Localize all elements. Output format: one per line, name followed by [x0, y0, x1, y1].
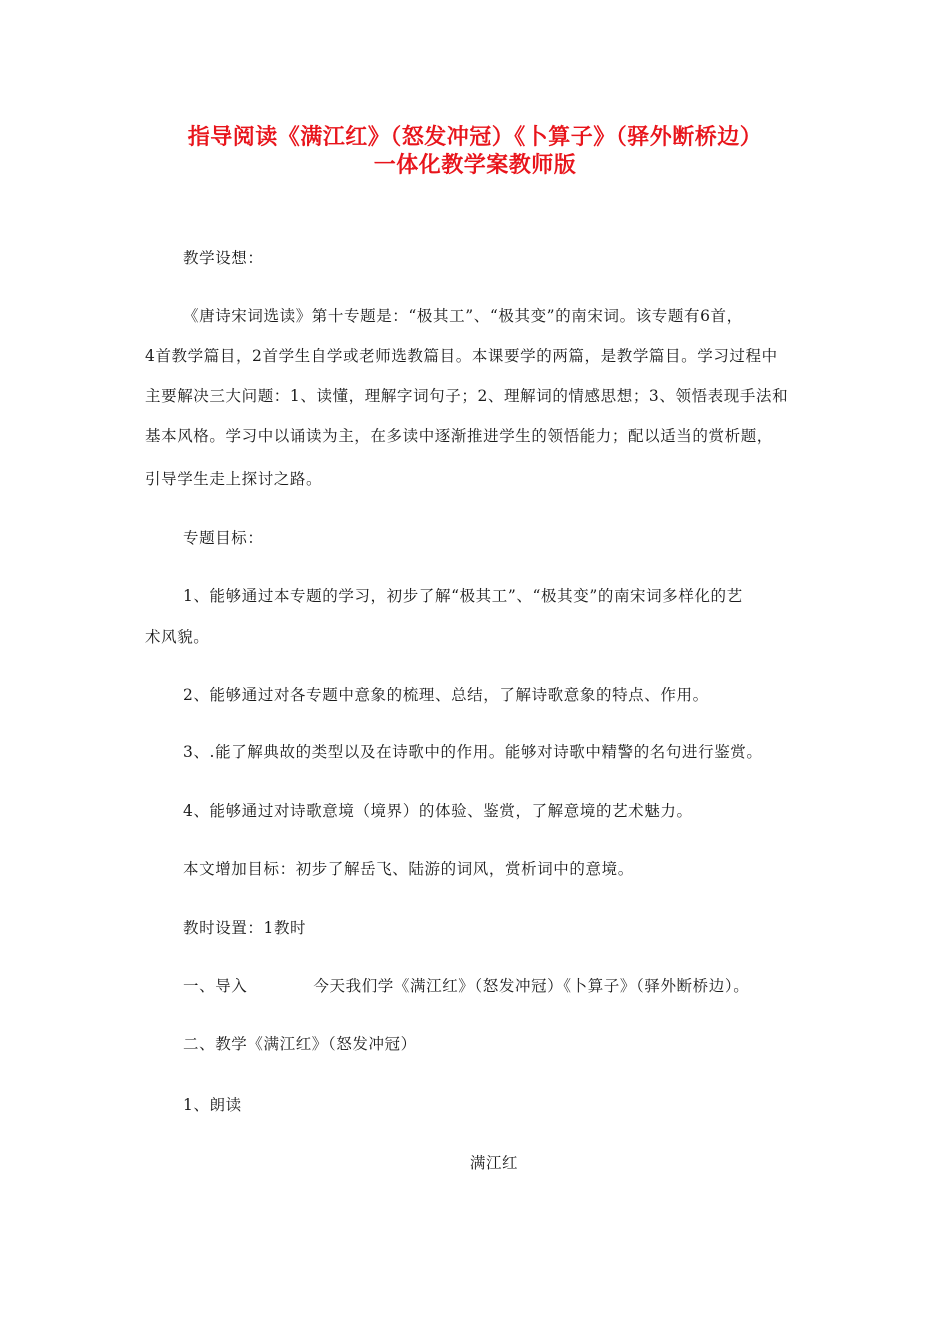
teaching-hours: 教时设置：1教时: [183, 919, 307, 937]
goals-heading: 专题目标：: [183, 529, 264, 547]
design-paragraph-line-2: 4首教学篇目，2首学生自学或老师选教篇目。本课要学的两篇，是教学篇目。学习过程中: [145, 347, 778, 365]
section-1-label: 一、导入: [183, 977, 248, 995]
goal-1-line-2: 术风貌。: [145, 628, 210, 646]
extra-goal: 本文增加目标：初步了解岳飞、陆游的词风，赏析词中的意境。: [183, 860, 634, 878]
section-1-text: 今天我们学《满江红》（怒发冲冠）《卜算子》（驿外断桥边）。: [313, 977, 750, 995]
section-2: 二、教学《满江红》（怒发冲冠）: [183, 1035, 417, 1053]
goal-4: 4、能够通过对诗歌意境（境界）的体验、鉴赏，了解意境的艺术魅力。: [183, 802, 693, 820]
poem-title: 满江红: [469, 1154, 519, 1172]
step-1-reading: 1、朗读: [183, 1096, 242, 1114]
goal-2: 2、能够通过对各专题中意象的梳理、总结，了解诗歌意象的特点、作用。: [183, 686, 709, 704]
design-paragraph-line-1: 《唐诗宋词选读》第十专题是：“极其工”、“极其变”的南宋词。该专题有6首，: [183, 307, 743, 325]
design-paragraph-line-3: 主要解决三大问题：1、读懂，理解字词句子；2、理解词的情感思想；3、领悟表现手法和: [145, 387, 789, 405]
goal-1-line-1: 1、能够通过本专题的学习，初步了解“极其工”、“极其变”的南宋词多样化的艺: [183, 587, 743, 605]
design-heading: 教学设想：: [183, 249, 264, 267]
design-paragraph-line-4: 基本风格。学习中以诵读为主，在多读中逐渐推进学生的领悟能力；配以适当的赏析题，: [145, 427, 773, 445]
goal-3: 3、.能了解典故的类型以及在诗歌中的作用。能够对诗歌中精警的名句进行鉴赏。: [183, 743, 763, 761]
document-title-line-1: 指导阅读《满江红》（怒发冲冠）《卜算子》（驿外断桥边）: [187, 125, 763, 150]
document-title-line-2: 一体化教学案教师版: [373, 153, 577, 178]
section-1: [183, 975, 749, 997]
design-paragraph-line-5: 引导学生走上探讨之路。: [145, 470, 323, 488]
